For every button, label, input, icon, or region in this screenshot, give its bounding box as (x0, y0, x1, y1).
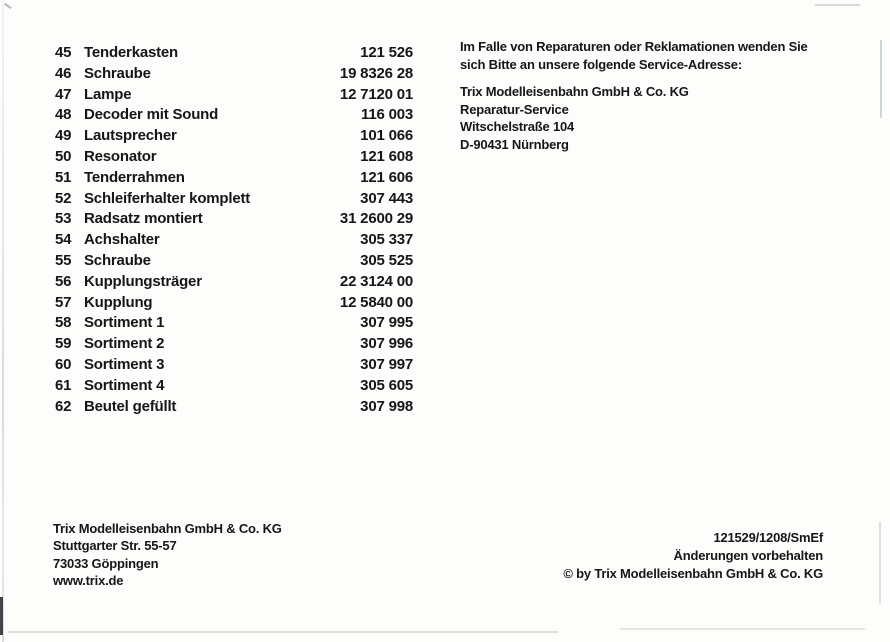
scan-artifact-bottom-left-mark (0, 597, 3, 635)
part-index: 48 (55, 106, 72, 124)
manufacturer-address (53, 520, 282, 590)
part-number: 305 337 (360, 231, 413, 249)
part-name-cell (55, 169, 185, 186)
parts-list-row (55, 273, 413, 294)
part-number: 121 606 (360, 168, 413, 186)
parts-list-row (55, 231, 413, 252)
part-name: Resonator (84, 147, 157, 165)
part-name: Lautsprecher (84, 127, 177, 145)
part-number: 307 996 (360, 335, 413, 353)
manufacturer-city: 73033 Göppingen (53, 555, 159, 571)
manufacturer-street: Stuttgarter Str. 55-57 (53, 538, 177, 554)
scan-artifact-top-left-mark (4, 3, 11, 9)
part-index: 52 (55, 189, 72, 207)
part-index: 46 (55, 64, 72, 82)
part-name: Radsatz montiert (84, 210, 203, 228)
part-number: 116 003 (361, 106, 413, 124)
parts-list-row (55, 210, 413, 231)
part-index: 53 (55, 210, 72, 228)
part-number: 31 2600 29 (339, 210, 413, 228)
parts-list-row (55, 169, 413, 190)
spare-parts-list (55, 44, 413, 418)
parts-list-row (55, 148, 413, 169)
part-name-cell (55, 252, 151, 269)
part-index: 60 (55, 355, 72, 373)
part-name: Sortiment 4 (84, 376, 165, 394)
part-name-cell (55, 294, 152, 311)
part-index: 57 (55, 293, 72, 311)
part-name-cell (55, 210, 203, 227)
part-name: Tenderrahmen (84, 168, 185, 186)
part-name-cell (55, 335, 164, 352)
part-name-cell (55, 86, 131, 103)
parts-list-row (55, 252, 413, 273)
part-name: Schraube (84, 251, 151, 269)
part-index: 51 (55, 168, 72, 186)
scan-artifact-left-edge (2, 0, 4, 642)
manufacturer-company: Trix Modelleisenbahn GmbH & Co. KG (53, 521, 282, 536)
part-name: Sortiment 2 (84, 335, 165, 353)
part-index: 61 (55, 376, 72, 394)
service-department: Reparatur-Service (460, 101, 569, 117)
part-number: 121 608 (360, 147, 413, 165)
scan-artifact-right-edge-bottom (879, 522, 881, 604)
parts-list-row (55, 106, 413, 127)
part-name: Schraube (84, 64, 151, 82)
service-city: D-90431 Nürnberg (460, 136, 569, 152)
part-index: 58 (55, 314, 72, 332)
print-info (563, 529, 823, 582)
scan-artifact-right-edge-top (880, 40, 882, 118)
service-company: Trix Modelleisenbahn GmbH & Co. KG (460, 84, 689, 99)
part-number: 22 3124 00 (339, 272, 413, 290)
part-name-cell (55, 231, 160, 248)
service-intro-line2: sich Bitte an unsere folgende Service-Adresse: (460, 56, 742, 72)
service-street: Witschelstraße 104 (460, 119, 575, 134)
part-name-cell (55, 377, 164, 394)
part-number: 307 443 (360, 189, 413, 207)
scan-artifact-bottom-line-right (620, 628, 865, 630)
part-number: 101 066 (360, 127, 413, 145)
part-name-cell (55, 106, 218, 123)
part-name: Schleiferhalter komplett (84, 189, 251, 207)
service-intro-line1: Im Falle von Reparaturen oder Reklamationen wenden Sie (460, 39, 808, 54)
part-name: Sortiment 1 (84, 314, 165, 332)
part-number: 305 525 (360, 251, 413, 269)
part-name: Beutel gefüllt (84, 397, 177, 415)
part-name: Kupplung (84, 293, 153, 311)
parts-list-row (55, 294, 413, 315)
part-index: 56 (55, 272, 72, 290)
changes-note: Änderungen vorbehalten (673, 547, 823, 563)
parts-list-row (55, 190, 413, 211)
parts-list-row (55, 398, 413, 419)
part-name-cell (55, 44, 178, 61)
part-name-cell (55, 356, 164, 373)
part-name-cell (55, 65, 151, 82)
parts-list-row (55, 127, 413, 148)
part-index: 45 (55, 44, 72, 61)
part-name-cell (55, 127, 177, 144)
part-index: 50 (55, 147, 72, 165)
copyright-note: © by Trix Modelleisenbahn GmbH & Co. KG (563, 565, 823, 581)
part-number: 305 605 (360, 376, 413, 394)
part-number: 12 5840 00 (339, 293, 413, 311)
part-number: 307 997 (360, 355, 413, 373)
part-name: Lampe (84, 85, 132, 103)
part-name: Sortiment 3 (84, 355, 165, 373)
part-number: 121 526 (360, 44, 413, 61)
service-address (460, 83, 840, 153)
part-index: 62 (55, 397, 72, 415)
part-index: 49 (55, 127, 72, 145)
part-name: Decoder mit Sound (84, 106, 219, 124)
part-index: 54 (55, 231, 72, 249)
part-name-cell (55, 148, 156, 165)
part-number: 12 7120 01 (339, 85, 413, 103)
part-name-cell (55, 190, 250, 207)
part-index: 59 (55, 335, 72, 353)
part-index: 47 (55, 85, 72, 103)
parts-list-row (55, 44, 413, 65)
parts-list-row (55, 377, 413, 398)
parts-list-row (55, 335, 413, 356)
parts-list-row (55, 65, 413, 86)
print-reference: 121529/1208/SmEf (713, 530, 823, 545)
part-name-cell (55, 273, 202, 290)
parts-list-row (55, 356, 413, 377)
part-name: Achshalter (84, 231, 160, 249)
part-number: 19 8326 28 (339, 64, 413, 82)
website-url: www.trix.de (53, 573, 124, 589)
scan-artifact-bottom-line (8, 631, 558, 633)
part-number: 307 995 (360, 314, 413, 332)
part-number: 307 998 (360, 397, 413, 415)
part-name: Tenderkasten (84, 44, 179, 61)
part-index: 55 (55, 251, 72, 269)
part-name: Kupplungsträger (84, 272, 202, 290)
part-name-cell (55, 398, 176, 415)
parts-list-row (55, 86, 413, 107)
part-name-cell (55, 314, 164, 331)
parts-list-row (55, 314, 413, 335)
service-note (460, 38, 840, 153)
scan-artifact-top-line (815, 4, 860, 6)
